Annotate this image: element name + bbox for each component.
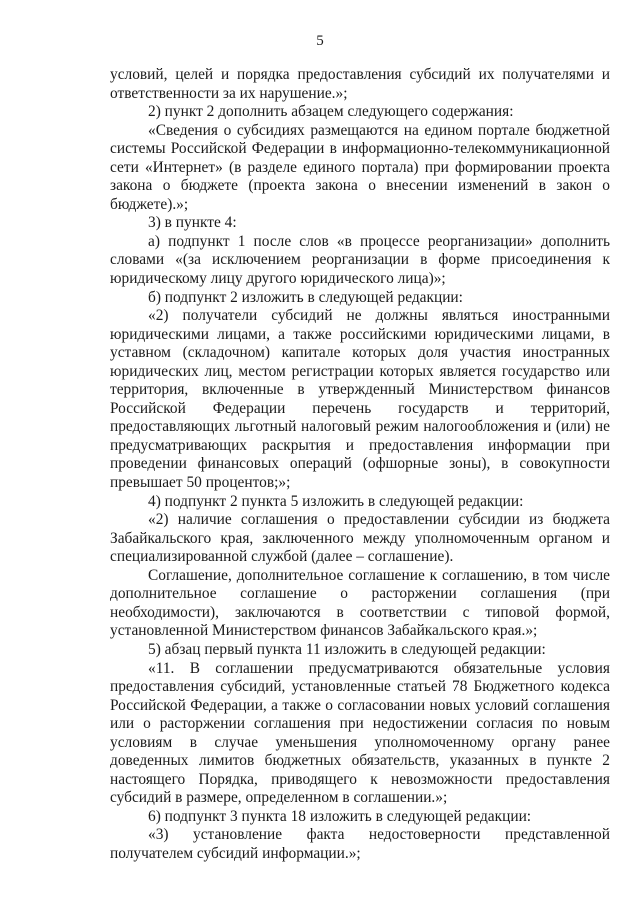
paragraph: 6) подпункт 3 пункта 18 изложить в следующей редакции:	[148, 807, 532, 825]
paragraph: условий, целей и порядка предоставления субсидий их получателями и ответственности за их нарушение.»;	[110, 66, 610, 102]
paragraph: 2) пункт 2 дополнить абзацем следующего содержания:	[148, 103, 514, 121]
paragraph: 4) подпункт 2 пункта 5 изложить в следующей редакции:	[148, 492, 524, 510]
paragraph: «2) наличие соглашения о предоставлении субсидии из бюджета Забайкальского края, заключенного между уполномоченным органом и специализированной службой (далее – соглашение).	[110, 511, 610, 566]
document-body	[110, 66, 610, 864]
paragraph: а) подпункт 1 после слов «в процессе реорганизации» дополнить словами «(за исключением реорганизации в форме присоединения к юридическому лицу другого юридического лица)»;	[110, 232, 610, 288]
paragraph: «11. В соглашении предусматриваются обязательные условия предоставления субсидий, установленные статьей 78 Бюджетного кодекса Российской Федерации, а также о согласовании новых условий соглашения или о расторжении соглашения при недостижении согласия по новым условиям в случае уменьшения уполномоченному органу ранее доведенных лимитов бюджетных обязательств, указанных в пункте 2 настоящего Порядка, приводящего к невозможности предоставления субсидий в размере, определенном в соглашении.»;	[110, 659, 610, 807]
paragraph: «2) получатели субсидий не должны являться иностранными юридическими лицами, а также российскими юридическими лицами, в уставном (складочном) капитале которых доля участия иностранных юридических лиц, местом регистрации которых является государство или территория, включенные в утвержденный Министерством финансов Российской Федерации перечень государств и территорий, предоставляющих льготный налоговый режим налогообложения и (или) не предусматривающих раскрытия и предоставления информации при проведении финансовых операций (офшорные зоны), в совокупности превышает 50 процентов;»;	[110, 307, 610, 492]
paragraph: Соглашение, дополнительное соглашение к соглашению, в том числе дополнительное соглашение о расторжении соглашения (при необходимости), заключаются в соответствии с типовой формой, установленной Министерством финансов Забайкальского края.»;	[110, 566, 610, 640]
paragraph: б) подпункт 2 изложить в следующей редакции:	[148, 288, 463, 306]
page-number: 5	[316, 33, 324, 49]
paragraph: 5) абзац первый пункта 11 изложить в следующей редакции:	[148, 640, 546, 658]
paragraph: 3) в пункте 4:	[148, 214, 237, 232]
paragraph: «3) установление факта недостоверности представленной получателем субсидий информации.»;	[110, 826, 610, 862]
paragraph: «Сведения о субсидиях размещаются на едином портале бюджетной системы Российской Федерации в информационно-телекоммуникационной сети «Интернет» (в разделе единого портала) при формировании проекта закона о бюджете (проекта закона о внесении изменений в закон о бюджете).»;	[110, 121, 610, 213]
